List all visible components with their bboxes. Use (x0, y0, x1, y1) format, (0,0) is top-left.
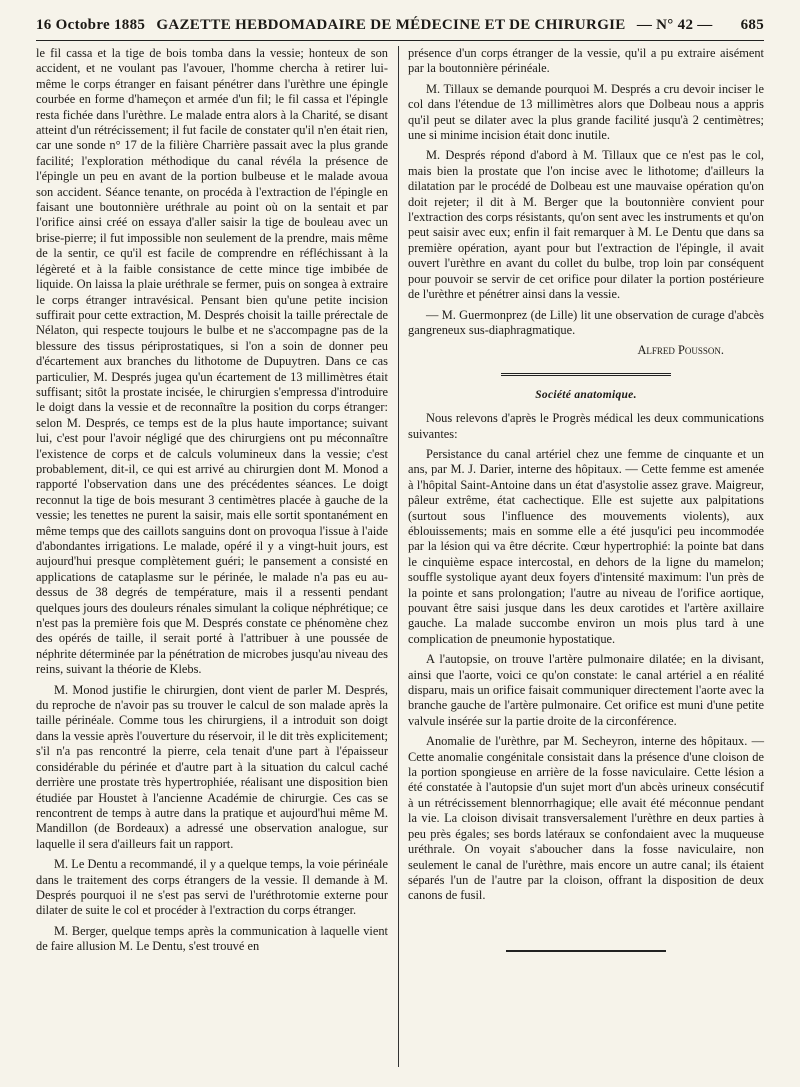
section-title: Société anatomique. (535, 388, 637, 401)
issue-number: — N° 42 — (636, 16, 713, 33)
paragraph: M. Le Dentu a recommandé, il y a quelque temps, la voie périnéale dans le traitement des corps étrangers de la vessie. Il demande à M. Després pourquoi il ne s'est pas servi de l'uréthrotomie externe pour dilater de suite le col et procéder à l'extraction du corps étranger. (36, 857, 388, 918)
journal-title: GAZETTE HEBDOMADAIRE DE MÉDECINE ET DE CHIRURGIE (156, 16, 626, 33)
left-column (36, 46, 388, 960)
right-column (408, 46, 764, 952)
page-header (36, 12, 764, 38)
paragraph: le fil cassa et la tige de bois tomba dans la vessie; honteux de son accident, et ne voulant pas l'avouer, l'homme chercha à retirer lui-même le corps étranger en faisant pénétrer dans l'urèthre une épingle courbée en forme d'hameçon et armée d'un fil; le fil cassa et l'épingle resta fichée dans l'urèthre. Le malade entra alors à la Charité, se disant atteint d'un rétrécissement; il fut facile de constater qu'il n'en était rien, car une sonde n° 17 de la filière Charrière passait avec la plus grande facilité; l'exploration méthodique du canal révéla la présence de l'épingle un peu en avant de la portion bulbeuse et le malade avoua son accident. Séance tenante, on procéda à l'extraction de l'épingle en faisant une boutonnière uréthrale au point où on la sentait et par l'orifice ainsi créé on essaya d'aller saisir la tige de bouleau avec un brise-pierre; il fut impossible non seulement de la prendre, mais même de la sentir, ce qu'il est facile de comprendre en réfléchissant à la légèreté et à la faible consistance de cette mince tige imbibée de liquide. On laissa la plaie uréthrale se fermer, puis on songea à extraire le corps étranger intravésical. Pensant bien qu'une petite incision suffirait pour cette extraction, M. Després choisit la taille prérectale de Nélaton, qui respecte toujours le bulbe et ne s'accompagne pas de la blessure des tissus périprostatiques, si l'on a soin de donner peu d'écartement aux branches du lithotome de Dupuytren. Dans ce cas particulier, M. Després jugea qu'un écartement de 13 millimètres était suffisant; sitôt la prostate incisée, le chirurgien s'empressa d'introduire le doigt dans la vessie et de reconnaître la position du corps étranger: selon M. Després, ce temps est de la plus haute importance; suivant lui, c'est pour l'avoir négligé que des chirurgiens ont pu méconnaître l'existence de corps et de calculs volumineux dans la vessie; c'est probablement, dit-il, ce qui est arrivé au chirurgien dont M. Monod a rapporté l'observation dans une des précédentes séances. Le doigt reconnut la tige de bois mesurant 3 centimètres placée à gauche de la vessie; les tenettes ne purent la saisir, mais elle sortit spontanément en même temps que des caillots sanguins dont on provoqua l'issue à l'aide d'abondantes irrigations. Le malade, opéré il y a vingt-huit jours, est aujourd'hui presque complètement guéri; le pansement a consisté en applications de cataplasme sur le périnée, le malade n'a pas eu au-dessus de 38 degrés de température, mais il a ressenti pendant quelques jours des douleurs rénales simulant la colique néphrétique; ce n'est pas la première fois que M. Després constate ce phénomène chez des opérés de taille, il serait porté à l'attribuer à une poussée de néphrite déterminée par la pénétration de microbes jusqu'au niveau des reins, suivant la théorie de Klebs. (36, 46, 388, 677)
paragraph: Nous relevons d'après le Progrès médical les deux communications suivantes: (408, 411, 764, 441)
end-rule (506, 950, 666, 952)
paragraph: M. Monod justifie le chirurgien, dont vient de parler M. Després, du reproche de n'avoir pas su trouver le calcul de son malade après la taille périnéale. Comme tous les chirurgiens, il a introduit son doigt dans la vessie après l'ouverture du réservoir, il le dit très explicitement; s'il n'a pas rencontré la pierre, cela tenait d'une part à l'épaisseur considérable du périnée et d'autre part à la situation du calcul caché derrière une prostate très hypertrophiée, réalisant une disposition bien étudiée par Houstet à l'ancienne Académie de chirurgie. Ces cas se rencontrent de temps à autre dans la pratique et aujourd'hui même M. Mandillon (de Bordeaux) a adressé une observation analogue, sur laquelle il sera d'ailleurs fait un rapport. (36, 682, 389, 851)
paragraph: présence d'un corps étranger de la vessie, qu'il a pu extraire aisément par la boutonnière périnéale. (408, 46, 764, 76)
paragraph: A l'autopsie, on trouve l'artère pulmonaire dilatée; en la divisant, ainsi que l'aorte, voici ce qu'on constate: le canal artériel a en réalité disparu, mais un orifice faisait communiquer directement l'aorte avec la branche gauche de l'artère pulmonaire. Cet orifice est muni d'une petite valvule insérée sur la partie droite de la circonférence. (408, 652, 764, 728)
column-divider (398, 46, 399, 1067)
paragraph: M. Tillaux se demande pourquoi M. Després a cru devoir inciser le col dans l'étendue de 13 millimètres alors que Dolbeau nous a appris qu'il peut se dilater avec la plus grande facilité jusqu'à 2 centimètres; une si minime incision était donc inutile. (408, 81, 764, 143)
header-rule (36, 40, 764, 41)
author-signature: Alfred Pousson. (637, 343, 724, 358)
header-date: 16 Octobre 1885 (36, 16, 146, 33)
paragraph: — M. Guermonprez (de Lille) lit une observation de curage d'abcès gangreneux sus-diaphragmatique. (408, 307, 764, 337)
paragraph: M. Després répond d'abord à M. Tillaux que ce n'est pas le col, mais bien la prostate que l'on incise avec le lithotome; d'ailleurs la dilatation par le procédé de Dolbeau est une mauvaise opération qu'on doit rejeter; il dit à M. Berger que la boutonnière convient pour l'extraction des corps résistants, qu'on sent avec les instruments et qu'on peut saisir avec eux; enfin il fait remarquer à M. Le Dentu que dans sa première opération, ayant pour but l'extraction de l'épingle, il avait ouvert l'urèthre en avant du collet du bulbe, trop loin par conséquent pour pouvoir se servir de cet orifice pour dilater la portion postérieure de l'urèthre et pénétrer ainsi dans la vessie. (408, 148, 764, 302)
paragraph: Anomalie de l'urèthre, par M. Secheyron, interne des hôpitaux. — Cette anomalie congénitale consistait dans la présence d'une cloison de la portion spongieuse en arrière de la fosse naviculaire. Cette lésion a été constatée à l'autopsie d'un sujet mort d'un abcès urineux consécutif à un rétrécissement blennorrhagique; elle avait été méconnue pendant la vie. La cloison divisait transversalement l'urèthre en deux parties à peu près égales; ses bords latéraux se confondaient avec la muqueuse uréthrale. On voyait s'aboucher dans la fosse naviculaire, non seulement le canal de l'urèthre, mais encore un autre canal; ils étaient séparés l'un de l'autre par la cloison, offrant la disposition de deux canons de fusil. (408, 734, 764, 903)
paragraph: Persistance du canal artériel chez une femme de cinquante et un ans, par M. J. Darier, interne des hôpitaux. — Cette femme est amenée à l'hôpital Saint-Antoine dans un état d'asystolie assez grave. Maigreur, pâleur extrême, état cachectique. Elle est sujette aux palpitations (surtout sous l'influence des mouvements violents), aux éblouissements; mais en somme elle a été jusqu'ici peu incommodée par la lésion qui va être décrite. Cœur hypertrophié: la pointe bat dans le cinquième espace intercostal, en dehors de la ligne du mamelon; souffle systolique ayant deux foyers d'intensité maximum: l'un près de la pointe et sans prolongation; l'autre au niveau de l'orifice aortique, pouvant être saisi jusque dans les deux carotides et l'artère axillaire gauche. La malade succombe environ un mois plus tard à une complication de pneumonie hypostatique. (408, 446, 764, 646)
section-separator (501, 373, 671, 376)
paragraph: M. Berger, quelque temps après la communication à laquelle vient de faire allusion M. Le Dentu, s'est trouvé en (36, 923, 388, 954)
page-number: 685 (740, 16, 764, 33)
